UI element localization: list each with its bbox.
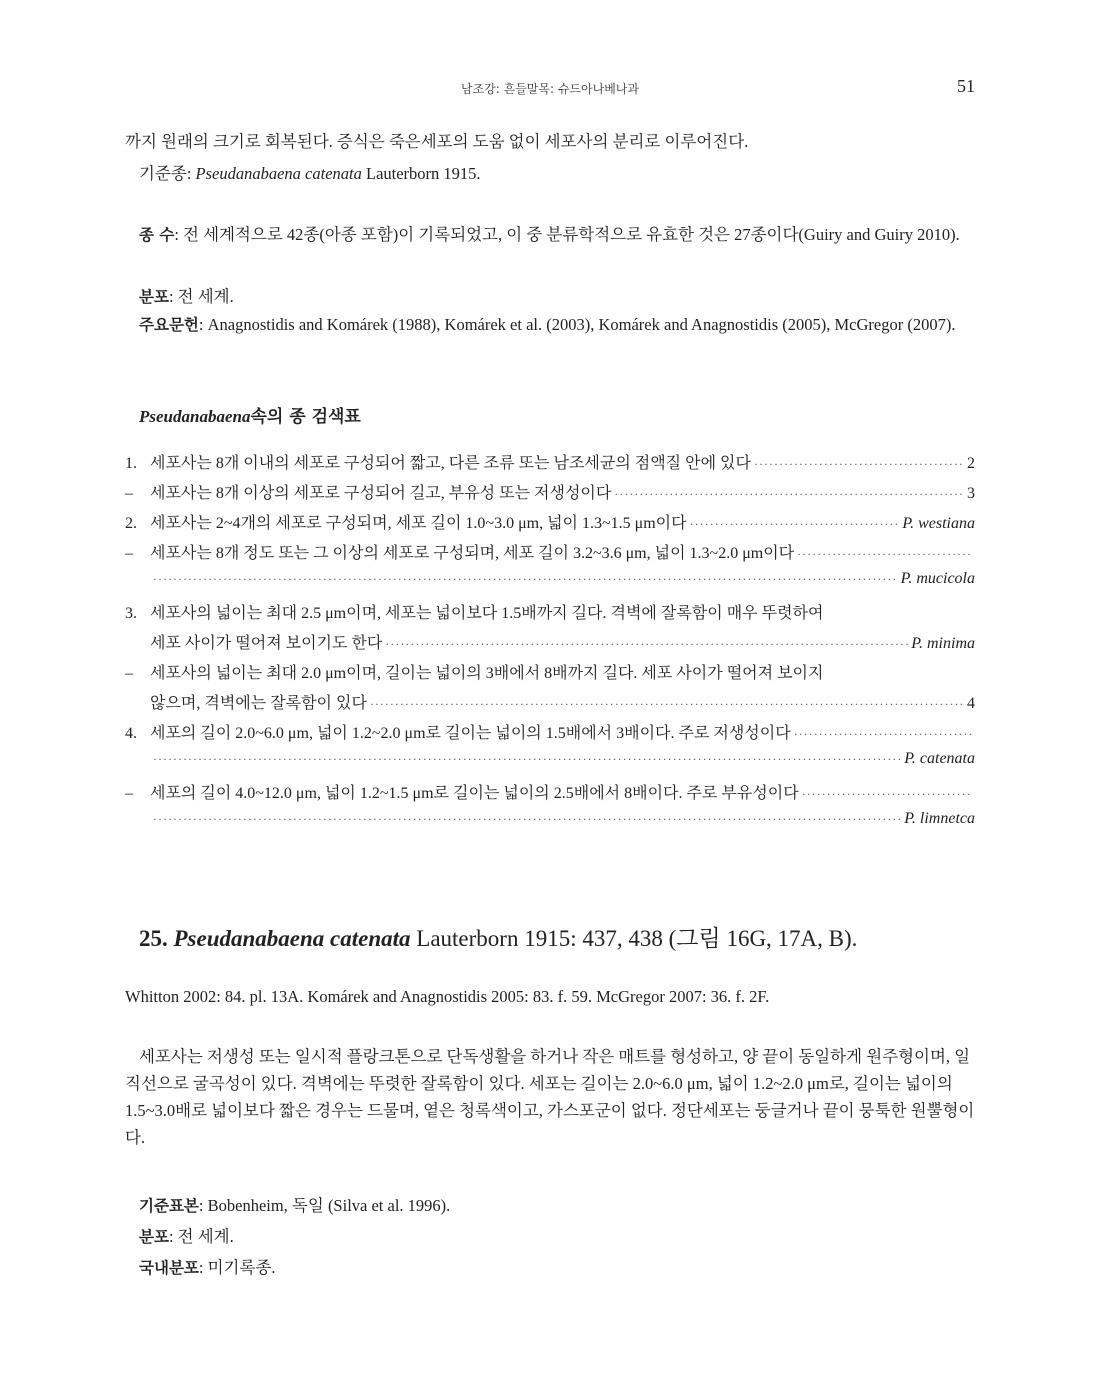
- distribution-label: 분포: [139, 287, 169, 306]
- species-count-label: 종 수: [139, 225, 175, 244]
- synonyms-line: Whitton 2002: 84. pl. 13A. Komárek and Anagnostidis 2005: 83. f. 59. McGregor 2007: 36. f. 2F.: [125, 987, 770, 1006]
- key-line-marker: 1.: [125, 455, 137, 472]
- key-line-result: P. minima: [911, 635, 975, 652]
- key-line-marker: –: [125, 545, 133, 562]
- page-number: 51: [957, 76, 975, 96]
- key-line-result: 2: [967, 455, 975, 472]
- key-line: [125, 570, 975, 600]
- domestic-distribution-text: : 미기록종.: [198, 1258, 276, 1277]
- running-title: 남조강: 흔들말목: 슈드아나베나과: [460, 82, 639, 96]
- key-line-text: 세포사는 8개 정도 또는 그 이상의 세포로 구성되며, 세포 길이 3.2~3.6 μm, 넓이 1.3~2.0 μm이다: [150, 545, 795, 562]
- species-number: 25.: [139, 926, 168, 951]
- key-line: [125, 780, 975, 810]
- species-citation: Lauterborn 1915: 437, 438 (그림 16G, 17A, B).: [410, 926, 858, 951]
- references-label: 주요문헌: [139, 315, 199, 334]
- key-line: [125, 810, 975, 840]
- species-count-text: : 전 세계적으로 42종(아종 포함)이 기록되었고, 이 중 분류학적으로 유효한 것은 27종이다(Guiry and Guiry 2010).: [174, 225, 960, 244]
- key-line-result: P. catenata: [904, 750, 975, 767]
- key-leader-dots: [614, 487, 964, 502]
- key-line-marker: –: [125, 785, 133, 802]
- species-count-paragraph: [125, 221, 975, 248]
- key-leader-dots: [802, 787, 972, 802]
- key-line-text: 않으며, 격벽에는 잘록함이 있다: [150, 695, 367, 712]
- key-line-text: 세포사는 8개 이상의 세포로 구성되어 길고, 부유성 또는 저생성이다: [150, 485, 612, 502]
- references-text: : Anagnostidis and Komárek (1988), Komárek et al. (2003), Komárek and Anagnostidis (2005), McGregor (2007).: [198, 315, 956, 334]
- type-specimen-label: 기준표본: [139, 1196, 199, 1215]
- identification-key: [125, 450, 975, 840]
- type-specimen-line: [125, 1192, 975, 1219]
- key-line-marker: –: [125, 665, 133, 682]
- key-line: [125, 510, 975, 540]
- species-distribution-line: [125, 1223, 975, 1250]
- domestic-distribution-line: [125, 1254, 975, 1281]
- key-line: [125, 750, 975, 780]
- key-leader-dots: [794, 727, 972, 742]
- key-leader-dots: [370, 697, 964, 712]
- key-line-result: 3: [967, 485, 975, 502]
- key-title: [139, 402, 361, 427]
- type-species-label: 기준종:: [139, 164, 192, 183]
- type-species-name: Pseudanabaena catenata: [195, 164, 362, 183]
- key-line-result: P. westiana: [902, 515, 975, 532]
- running-header: [125, 76, 975, 98]
- key-line-marker: 3.: [125, 605, 137, 622]
- key-line: [125, 660, 975, 690]
- species-distribution-text: : 전 세계.: [168, 1227, 234, 1246]
- key-line: [125, 540, 975, 570]
- key-line: [125, 720, 975, 750]
- key-line: [125, 480, 975, 510]
- distribution-text: : 전 세계.: [168, 287, 234, 306]
- key-leader-dots: [690, 517, 900, 532]
- key-line-marker: 4.: [125, 725, 137, 742]
- key-leader-dots: [385, 637, 908, 652]
- distribution-paragraph: [125, 283, 975, 310]
- domestic-distribution-label: 국내분포: [139, 1258, 199, 1277]
- species-heading: [139, 920, 857, 953]
- key-line-text: 세포의 길이 4.0~12.0 μm, 넓이 1.2~1.5 μm로 길이는 넓이의 2.5배에서 8배이다. 주로 부유성이다: [150, 785, 799, 802]
- key-line: [125, 630, 975, 660]
- key-line-text: 세포사는 2~4개의 세포로 구성되며, 세포 길이 1.0~3.0 μm, 넓이 1.3~1.5 μm이다: [150, 515, 687, 532]
- key-line: [125, 690, 975, 720]
- key-line-result: P. limnetca: [904, 810, 975, 827]
- key-line: [125, 600, 975, 630]
- species-name: Pseudanabaena catenata: [173, 926, 411, 951]
- key-leader-dots: [153, 812, 901, 827]
- key-line: [125, 450, 975, 480]
- document-page: [125, 0, 975, 1400]
- key-leader-dots: [797, 547, 972, 562]
- key-line-text: 세포사의 넓이는 최대 2.0 μm이며, 길이는 넓이의 3배에서 8배까지 길다. 세포 사이가 떨어져 보이지: [150, 665, 824, 682]
- key-line-result: P. mucicola: [900, 570, 975, 587]
- key-line-text: 세포의 길이 2.0~6.0 μm, 넓이 1.2~2.0 μm로 길이는 넓이의 1.5배에서 3배이다. 주로 저생성이다: [150, 725, 791, 742]
- type-species-author: Lauterborn 1915.: [366, 164, 481, 183]
- type-species-line: [125, 160, 975, 187]
- key-line-result: 4: [967, 695, 975, 712]
- type-specimen-text: : Bobenheim, 독일 (Silva et al. 1996).: [198, 1196, 451, 1215]
- references-paragraph: [125, 311, 975, 338]
- key-line-text: 세포사의 넓이는 최대 2.5 μm이며, 세포는 넓이보다 1.5배까지 길다. 격벽에 잘록함이 매우 뚜렷하여: [150, 605, 824, 622]
- key-leader-dots: [153, 752, 901, 767]
- key-leader-dots: [754, 457, 964, 472]
- species-distribution-label: 분포: [139, 1227, 169, 1246]
- key-line-text: 세포 사이가 떨어져 보이기도 한다: [150, 635, 383, 652]
- key-leader-dots: [153, 572, 898, 587]
- key-line-marker: –: [125, 485, 133, 502]
- species-description: 세포사는 저생성 또는 일시적 플랑크톤으로 단독생활을 하거나 작은 매트를 형성하고, 양 끝이 동일하게 원주형이며, 일직선으로 굴곡성이 있다. 격벽에는 뚜렷한 잘록함이 있다. 세포는 길이는 2.0~6.0 μm, 넓이 1.2~2.0 μm로, 길이는 넓이의 1.5~3.0배로 넓이보다 짧은 경우는 드물며, 옅은 청록색이고, 가스포군이 없다. 정단세포는 둥글거나 끝이 뭉툭한 원뿔형이다.: [125, 1047, 975, 1147]
- key-title-genus: Pseudanabaena: [139, 407, 251, 426]
- key-line-marker: 2.: [125, 515, 137, 532]
- intro-line: 까지 원래의 크기로 회복된다. 증식은 죽은세포의 도움 없이 세포사의 분리로 이루어진다.: [125, 132, 749, 151]
- key-title-rest: 속의 종 검색표: [250, 407, 361, 427]
- key-line-text: 세포사는 8개 이내의 세포로 구성되어 짧고, 다른 조류 또는 남조세균의 점액질 안에 있다: [150, 455, 751, 472]
